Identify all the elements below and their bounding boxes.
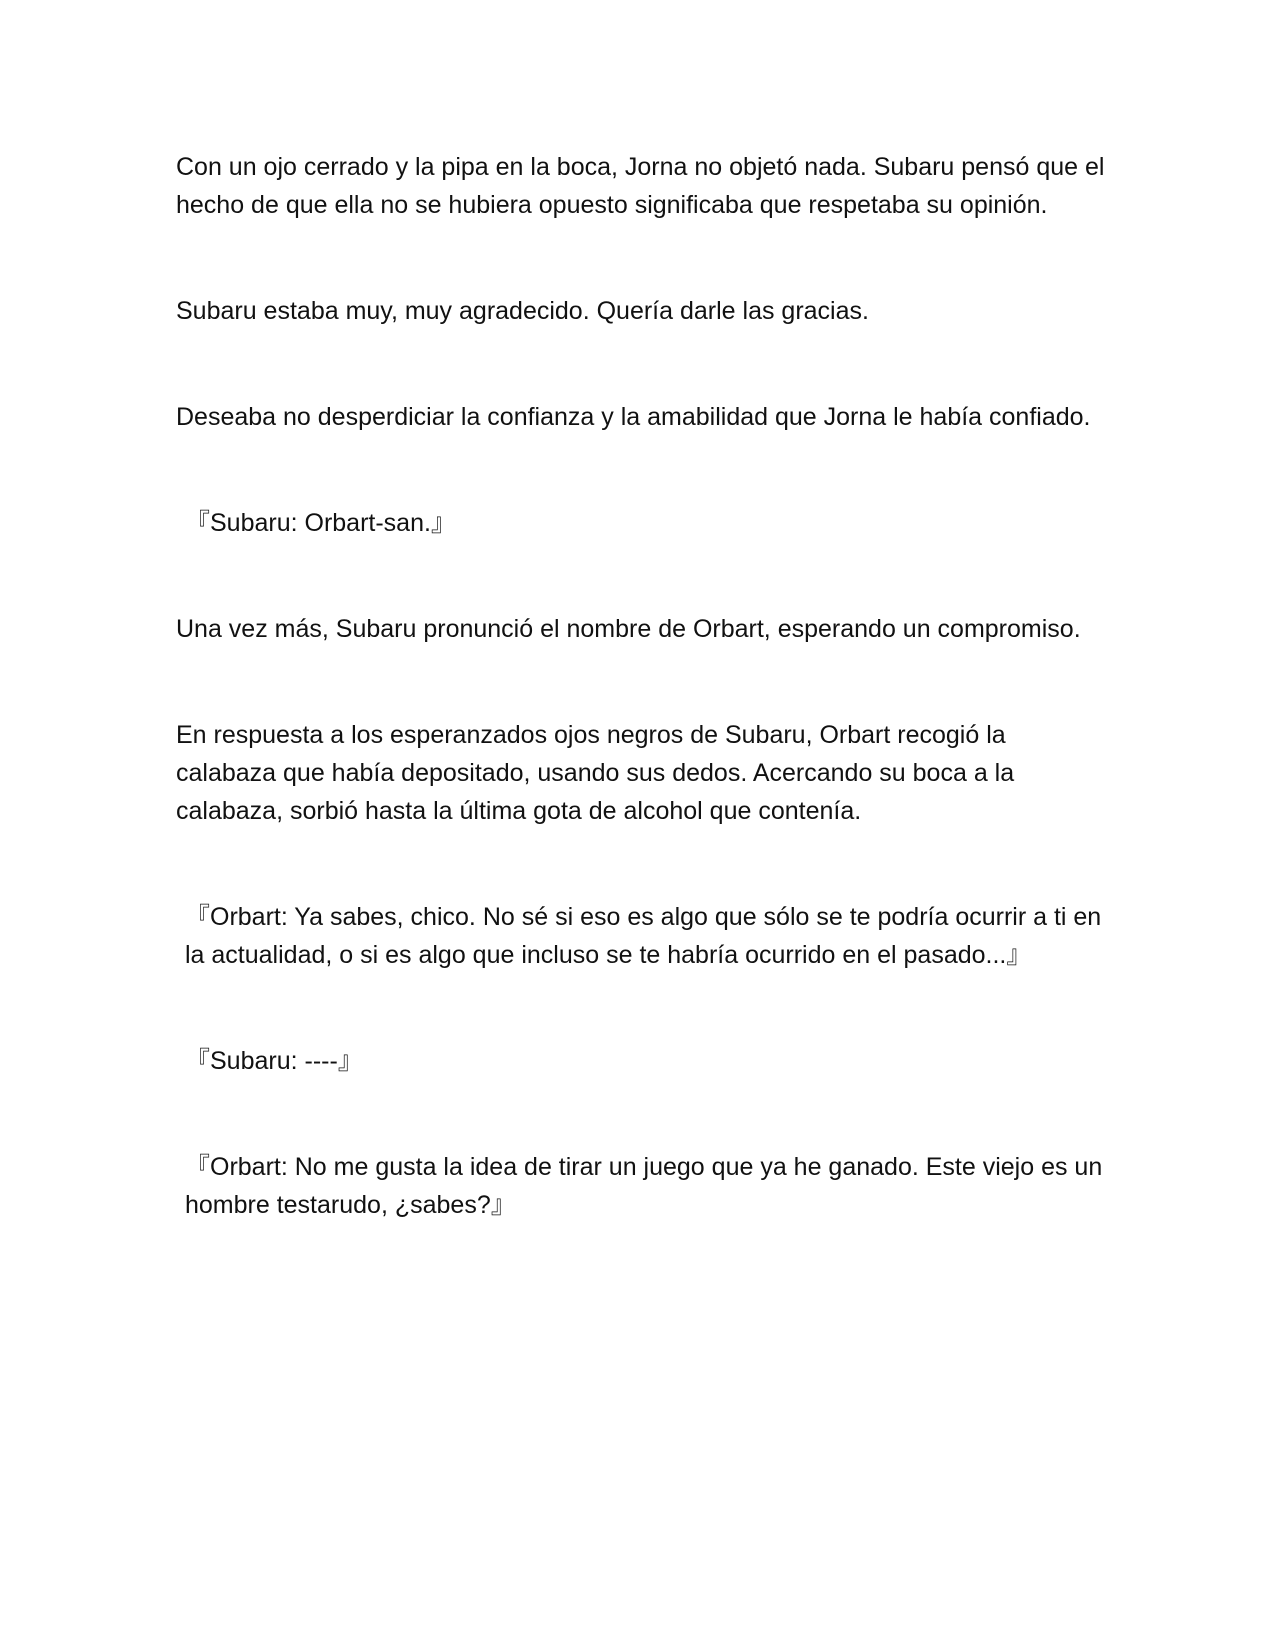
paragraph-dialogue: 『Orbart: No me gusta la idea de tirar un juego que ya he ganado. Este viejo es un hombre testarudo, ¿sabes?』: [185, 1153, 1103, 1219]
paragraph-narration: Con un ojo cerrado y la pipa en la boca, Jorna no objetó nada. Subaru pensó que el hecho de que ella no se hubiera opuesto significaba que respetaba su opinión.: [176, 153, 1105, 219]
paragraph-narration: Una vez más, Subaru pronunció el nombre de Orbart, esperando un compromiso.: [176, 615, 1081, 643]
paragraph-dialogue: 『Subaru: Orbart-san.』: [185, 509, 456, 537]
paragraph-narration: Subaru estaba muy, muy agradecido. Quería darle las gracias.: [176, 297, 869, 325]
paragraph-narration: Deseaba no desperdiciar la confianza y la amabilidad que Jorna le había confiado.: [176, 403, 1091, 431]
paragraph-dialogue: 『Subaru: ----』: [185, 1047, 363, 1075]
paragraph-dialogue: 『Orbart: Ya sabes, chico. No sé si eso es algo que sólo se te podría ocurrir a ti en la actualidad, o si es algo que incluso se te habría ocurrido en el pasado...』: [185, 903, 1102, 969]
document-body: [176, 148, 1106, 1224]
paragraph-narration: En respuesta a los esperanzados ojos negros de Subaru, Orbart recogió la calabaza que había depositado, usando sus dedos. Acercando su boca a la calabaza, sorbió hasta la última gota de alcohol que contenía.: [176, 721, 1015, 825]
